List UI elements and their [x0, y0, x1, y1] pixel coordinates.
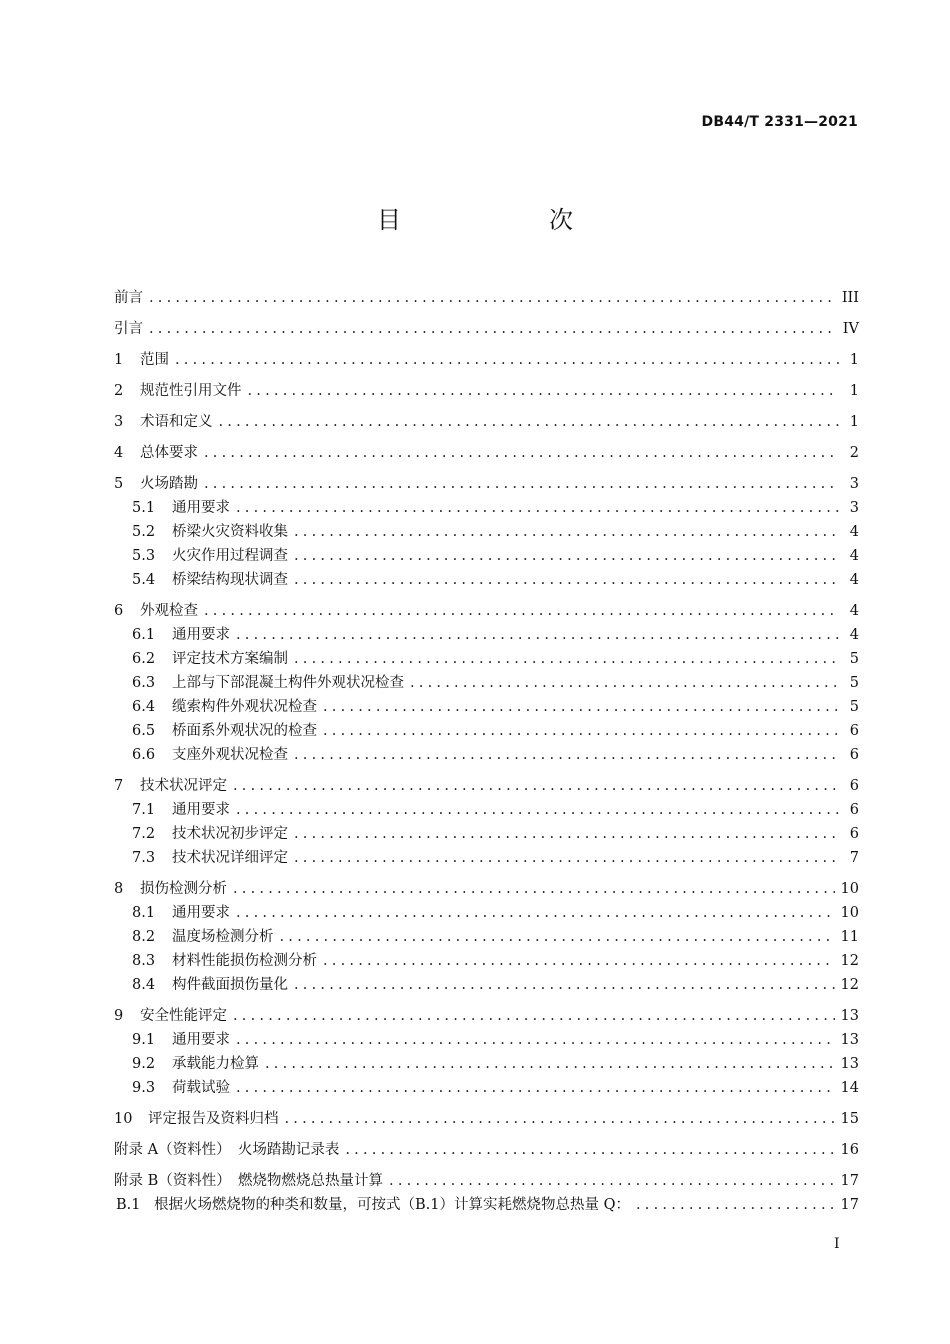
toc-leader-dots: [389, 1169, 835, 1193]
toc-entry[interactable]: [114, 822, 859, 846]
toc-entry-label: 评定报告及资料归档: [148, 1111, 279, 1127]
toc-entry-page: 6: [849, 802, 859, 818]
toc-leader-dots: [204, 441, 839, 465]
toc-entry[interactable]: [114, 1107, 859, 1131]
toc-entry-page: 12: [840, 977, 859, 993]
toc-entry-page: 3: [849, 476, 859, 492]
toc-entry[interactable]: [114, 1138, 859, 1162]
toc-entry[interactable]: [114, 743, 859, 767]
toc-leader-dots: [323, 695, 839, 719]
toc-leader-dots: [285, 1107, 835, 1131]
toc-leader-dots: [236, 798, 839, 822]
toc-leader-dots: [323, 719, 839, 743]
toc-entry-page: 6: [849, 747, 859, 763]
toc-entry-label: 通用要求: [172, 1032, 230, 1048]
toc-leader-dots: [149, 317, 837, 341]
toc-entry-label: 桥梁火灾资料收集: [172, 524, 288, 540]
toc-entry-page: 15: [840, 1111, 859, 1127]
toc-entry-page: 14: [840, 1080, 859, 1096]
toc-entry-number: 6: [114, 603, 124, 619]
toc-entry-page: 6: [849, 826, 859, 842]
toc-leader-dots: [236, 901, 835, 925]
toc-entry-page: 7: [849, 850, 859, 866]
toc-leader-dots: [248, 379, 840, 403]
toc-entry-page: 11: [840, 929, 859, 945]
toc-entry[interactable]: [114, 774, 859, 798]
toc-entry-number: 7.1: [132, 802, 156, 818]
toc-entry[interactable]: [114, 1076, 859, 1100]
toc-leader-dots: [175, 348, 839, 372]
toc-entry-number: 8.4: [132, 977, 156, 993]
toc-entry-number: 8: [114, 881, 124, 897]
toc-entry-label: 根据火场燃烧物的种类和数量，可按式（B.1）计算实耗燃烧物总热量 Q：: [154, 1197, 630, 1213]
toc-entry[interactable]: [114, 496, 859, 520]
toc-entry-page: 16: [840, 1142, 859, 1158]
toc-entry-page: 2: [849, 445, 859, 461]
toc-entry-number: 6.3: [132, 675, 156, 691]
toc-entry[interactable]: [114, 647, 859, 671]
toc-entry-page: 5: [849, 651, 859, 667]
toc-entry[interactable]: [114, 949, 859, 973]
page-number: I: [834, 1236, 840, 1252]
toc-leader-dots: [294, 647, 839, 671]
toc-entry-label: 桥面系外观状况的检查: [172, 723, 317, 739]
toc-entry-page: 6: [849, 778, 859, 794]
toc-entry-label: 材料性能损伤检测分析: [172, 953, 317, 969]
toc-leader-dots: [294, 520, 839, 544]
toc-entry-page: 1: [849, 352, 859, 368]
toc-entry[interactable]: [114, 1052, 859, 1076]
toc-leader-dots: [410, 671, 839, 695]
toc-entry[interactable]: [114, 1169, 859, 1193]
toc-entry-label: 损伤检测分析: [140, 881, 227, 897]
toc-entry[interactable]: [114, 1028, 859, 1052]
toc-entry[interactable]: [114, 286, 859, 310]
toc-entry[interactable]: [114, 379, 859, 403]
toc-entry-page: IV: [842, 321, 859, 337]
table-of-contents: [114, 286, 859, 1217]
toc-entry-label: 温度场检测分析: [172, 929, 274, 945]
toc-entry[interactable]: [114, 719, 859, 743]
toc-entry-page: 12: [840, 953, 859, 969]
toc-entry-number: 9.1: [132, 1032, 156, 1048]
toc-entry-page: 4: [849, 572, 859, 588]
toc-entry[interactable]: [114, 520, 859, 544]
toc-entry-number: 9: [114, 1008, 124, 1024]
toc-leader-dots: [294, 973, 835, 997]
toc-entry-page: 13: [840, 1032, 859, 1048]
toc-entry-label: 通用要求: [172, 500, 230, 516]
toc-entry[interactable]: [114, 568, 859, 592]
toc-leader-dots: [149, 286, 836, 310]
toc-entry-number: 7: [114, 778, 124, 794]
toc-entry-number: 8.2: [132, 929, 156, 945]
toc-leader-dots: [636, 1193, 835, 1217]
toc-entry-label: 桥梁结构现状调查: [172, 572, 288, 588]
toc-entry[interactable]: [114, 317, 859, 341]
toc-entry-page: 5: [849, 675, 859, 691]
toc-entry-number: 6.4: [132, 699, 156, 715]
toc-leader-dots: [323, 949, 835, 973]
toc-entry-label: 总体要求: [140, 445, 198, 461]
toc-entry-number: 1: [114, 352, 124, 368]
toc-entry-label: 范围: [140, 352, 169, 368]
toc-entry-page: 1: [849, 383, 859, 399]
toc-entry[interactable]: [114, 695, 859, 719]
toc-entry[interactable]: [114, 544, 859, 568]
toc-leader-dots: [265, 1052, 835, 1076]
toc-entry[interactable]: [114, 1193, 859, 1217]
toc-entry[interactable]: [114, 599, 859, 623]
toc-entry[interactable]: [114, 925, 859, 949]
toc-entry-label: 引言: [114, 321, 143, 337]
toc-entry-page: III: [841, 290, 859, 306]
toc-entry-number: 2: [114, 383, 124, 399]
toc-leader-dots: [233, 877, 835, 901]
toc-entry-page: 10: [840, 905, 859, 921]
toc-entry-page: 17: [840, 1197, 859, 1213]
toc-entry-label: 支座外观状况检查: [172, 747, 288, 763]
toc-entry-label: 术语和定义: [140, 414, 213, 430]
toc-entry-number: 5.2: [132, 524, 156, 540]
toc-entry-label: 技术状况初步评定: [172, 826, 288, 842]
toc-entry-label: 外观检查: [140, 603, 198, 619]
toc-entry-number: 10: [114, 1111, 133, 1127]
toc-entry-number: 5.1: [132, 500, 156, 516]
toc-entry-label: 通用要求: [172, 802, 230, 818]
toc-entry-page: 5: [849, 699, 859, 715]
toc-entry-page: 17: [840, 1173, 859, 1189]
toc-leader-dots: [294, 743, 839, 767]
toc-entry-page: 4: [849, 548, 859, 564]
toc-leader-dots: [233, 1004, 835, 1028]
toc-entry-number: 7.3: [132, 850, 156, 866]
toc-entry-number: 8.1: [132, 905, 156, 921]
toc-entry-label: 火灾作用过程调查: [172, 548, 288, 564]
toc-entry[interactable]: [114, 877, 859, 901]
toc-entry-label: 规范性引用文件: [140, 383, 242, 399]
toc-entry-page: 3: [849, 500, 859, 516]
toc-entry-number: 6.6: [132, 747, 156, 763]
toc-entry-number: 9.2: [132, 1056, 156, 1072]
toc-entry-number: 8.3: [132, 953, 156, 969]
toc-leader-dots: [294, 846, 839, 870]
toc-title: 目 次: [377, 206, 635, 234]
toc-entry[interactable]: [114, 798, 859, 822]
toc-entry-page: 13: [840, 1008, 859, 1024]
toc-entry[interactable]: [114, 901, 859, 925]
toc-entry-label: 构件截面损伤量化: [172, 977, 288, 993]
toc-entry-label: 缆索构件外观状况检查: [172, 699, 317, 715]
toc-entry-label: 通用要求: [172, 905, 230, 921]
toc-entry-number: 6.5: [132, 723, 156, 739]
toc-entry-label: 前言: [114, 290, 143, 306]
toc-entry-label: 技术状况评定: [140, 778, 227, 794]
toc-leader-dots: [236, 1028, 835, 1052]
toc-entry-page: 13: [840, 1056, 859, 1072]
toc-leader-dots: [294, 822, 839, 846]
toc-leader-dots: [294, 544, 839, 568]
toc-entry-number: 6.1: [132, 627, 156, 643]
toc-leader-dots: [294, 568, 839, 592]
toc-entry-label: 火场踏勘: [140, 476, 198, 492]
toc-entry[interactable]: [114, 348, 859, 372]
toc-entry-number: 3: [114, 414, 124, 430]
toc-entry-label: 承载能力检算: [172, 1056, 259, 1072]
toc-entry-label: 评定技术方案编制: [172, 651, 288, 667]
toc-entry[interactable]: [114, 1004, 859, 1028]
toc-entry[interactable]: [114, 846, 859, 870]
toc-entry-page: 4: [849, 603, 859, 619]
toc-entry-number: 5: [114, 476, 124, 492]
toc-entry-page: 4: [849, 627, 859, 643]
toc-entry-label: 通用要求: [172, 627, 230, 643]
toc-leader-dots: [233, 774, 839, 798]
toc-entry-label: 技术状况详细评定: [172, 850, 288, 866]
toc-entry[interactable]: [114, 671, 859, 695]
toc-leader-dots: [204, 472, 839, 496]
toc-entry-number: 5.4: [132, 572, 156, 588]
toc-entry-number: 4: [114, 445, 124, 461]
toc-leader-dots: [236, 1076, 835, 1100]
toc-entry-page: 4: [849, 524, 859, 540]
toc-entry[interactable]: [114, 973, 859, 997]
toc-leader-dots: [219, 410, 840, 434]
toc-entry[interactable]: [114, 441, 859, 465]
toc-entry-number: B.1: [116, 1197, 141, 1213]
toc-entry-page: 1: [849, 414, 859, 430]
toc-entry-page: 6: [849, 723, 859, 739]
toc-entry-label: 上部与下部混凝土构件外观状况检查: [172, 675, 404, 691]
toc-entry-label: 荷载试验: [172, 1080, 230, 1096]
toc-entry-page: 10: [840, 881, 859, 897]
toc-entry[interactable]: [114, 623, 859, 647]
toc-entry-number: 9.3: [132, 1080, 156, 1096]
toc-entry[interactable]: [114, 472, 859, 496]
toc-entry-number: 7.2: [132, 826, 156, 842]
toc-leader-dots: [345, 1138, 834, 1162]
toc-entry-number: 5.3: [132, 548, 156, 564]
toc-entry[interactable]: [114, 410, 859, 434]
document-code: DB44/T 2331—2021: [701, 114, 858, 130]
toc-leader-dots: [236, 496, 839, 520]
toc-leader-dots: [280, 925, 835, 949]
toc-entry-label: 附录 A（资料性） 火场踏勘记录表: [114, 1142, 340, 1158]
toc-entry-label: 安全性能评定: [140, 1008, 227, 1024]
toc-leader-dots: [236, 623, 839, 647]
toc-entry-number: 6.2: [132, 651, 156, 667]
toc-entry-label: 附录 B（资料性） 燃烧物燃烧总热量计算: [114, 1173, 384, 1189]
toc-leader-dots: [204, 599, 839, 623]
